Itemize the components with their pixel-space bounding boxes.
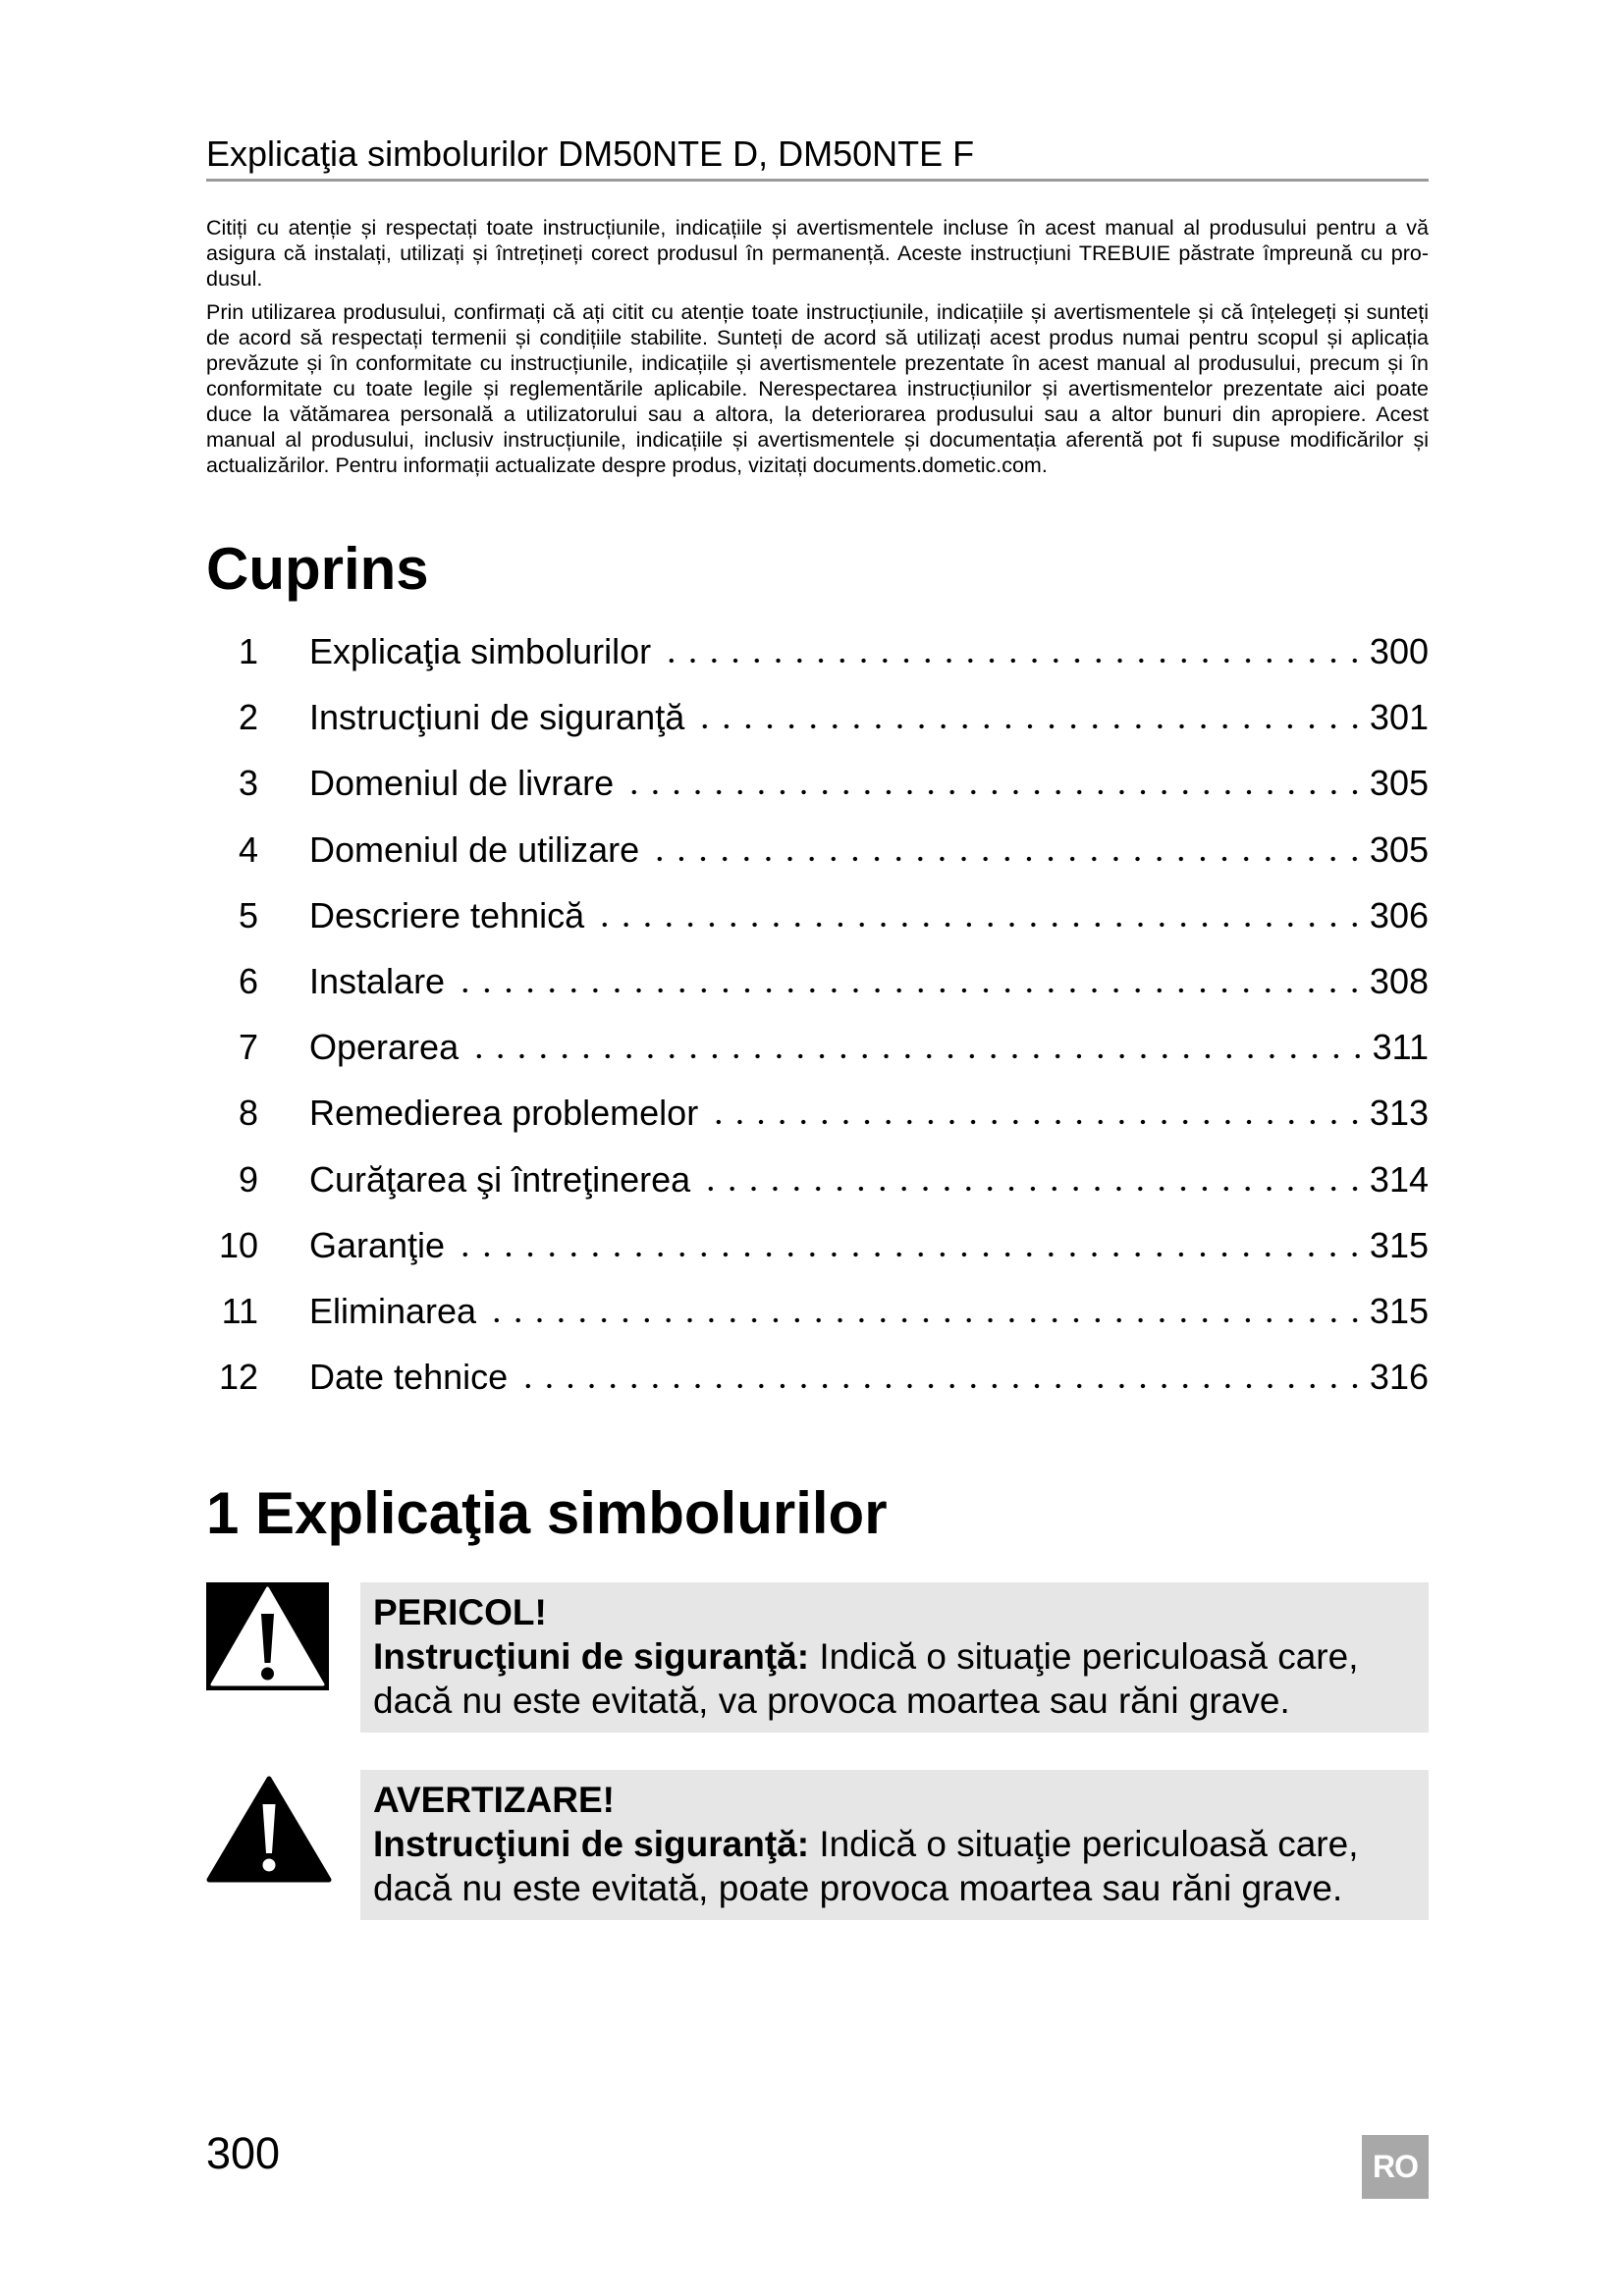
toc-page-number: 305 (1369, 763, 1429, 804)
warning-icon (206, 1775, 332, 1883)
toc-row (206, 882, 1429, 948)
intro-paragraph-1 (206, 215, 1429, 292)
toc-page-number: 311 (1372, 1027, 1429, 1068)
toc-page-number: 306 (1369, 894, 1429, 935)
toc-page-number: 300 (1369, 631, 1429, 671)
notice-text-line (373, 1822, 1416, 1866)
toc-dot-leader (468, 1053, 1369, 1059)
toc-page-number: 308 (1369, 960, 1429, 1001)
notice-signal-word: AVERTIZARE! (373, 1780, 615, 1820)
notice-signal-word: PERICOL! (373, 1592, 547, 1632)
intro-line: Citiți cu atenție și respectați toate instrucțiunile, indicațiile și avertismentele incluse în acest manual al produsului pentru a vă (206, 216, 1429, 240)
toc-row (206, 817, 1429, 882)
toc-dot-leader (700, 1186, 1366, 1192)
toc-row (206, 684, 1429, 750)
header-rule (206, 179, 1429, 182)
page-number: 300 (206, 2128, 281, 2178)
toc-label: Eliminarea (309, 1290, 477, 1331)
toc-number: 12 (218, 1357, 258, 1398)
intro-line: asigura că instalați, utilizați și întrețineți corect produsul în permanență. Aceste instrucțiuni TREBUIE păstrate împreună cu pro- (206, 241, 1429, 265)
toc-number: 8 (238, 1093, 258, 1134)
section-heading: 1 Explicaţia simbolurilor (206, 1480, 888, 1546)
language-badge: RO (1362, 2135, 1429, 2199)
toc-row (206, 1147, 1429, 1212)
toc-label: Instalare (309, 960, 446, 1001)
toc-number: 1 (238, 631, 258, 671)
intro-line: de acord să respectați termenii și condițiile stabilite. Sunteți de acord să utilizați acest produs numai pentru scopul și aplicația (206, 326, 1429, 349)
toc-dot-leader (694, 723, 1366, 729)
toc-dot-leader (517, 1383, 1366, 1389)
toc-page-number: 301 (1369, 697, 1429, 738)
toc-list (206, 618, 1429, 1410)
toc-number: 6 (238, 960, 258, 1001)
toc-label: Explicaţia simbolurilor (309, 631, 652, 671)
toc-dot-leader (455, 988, 1366, 993)
intro-line: manual al produsului, inclusiv instrucțiunile, indicațiile și avertismentele și documentația aferentă pot fi supuse modificărilor și (206, 428, 1429, 452)
toc-page-number: 316 (1369, 1357, 1429, 1398)
toc-label: Remedierea problemelor (309, 1093, 699, 1134)
intro-line: Prin utilizarea produsului, confirmați că ați citit cu atenție toate instrucțiunile, indicațiile și avertismentele și că înțelegeți și sunteți (206, 300, 1429, 324)
toc-row (206, 618, 1429, 684)
notice-text: Indică o situaţie periculoasă care, (819, 1824, 1359, 1864)
toc-number: 7 (238, 1027, 258, 1068)
toc-number: 3 (238, 763, 258, 804)
toc-label: Domeniul de livrare (309, 763, 615, 804)
toc-number: 9 (238, 1158, 258, 1200)
intro-line: duce la vătămarea personală a utilizatorului sau a altora, la deteriorarea produsului sau a altor bunuri din apropiere. Acest (206, 402, 1429, 426)
notice-warning (360, 1770, 1429, 1920)
toc-number: 2 (238, 697, 258, 738)
toc-dot-leader (594, 922, 1366, 928)
toc-dot-leader (623, 789, 1366, 795)
toc-dot-leader (649, 856, 1366, 862)
toc-number: 4 (238, 828, 258, 870)
toc-label: Instrucţiuni de siguranţă (309, 697, 685, 738)
toc-row (206, 1014, 1429, 1080)
toc-page-number: 314 (1369, 1158, 1429, 1200)
toc-label: Curăţarea şi întreţinerea (309, 1158, 691, 1200)
intro-line: conformitate cu toate legile și reglementările aplicabile. Nerespectarea instrucțiunilor și avertismentelor prezentate aici poate (206, 377, 1429, 400)
toc-label: Descriere tehnică (309, 894, 585, 935)
toc-dot-leader (486, 1317, 1366, 1323)
toc-label: Date tehnice (309, 1357, 509, 1398)
notice-label: Instrucţiuni de siguranţă: (373, 1824, 810, 1864)
toc-row (206, 1278, 1429, 1344)
danger-icon (206, 1582, 329, 1690)
toc-label: Domeniul de utilizare (309, 828, 640, 870)
toc-number: 11 (221, 1290, 258, 1331)
notice-label: Instrucţiuni de siguranţă: (373, 1636, 810, 1677)
intro-paragraph-2 (206, 299, 1429, 478)
notice-text: dacă nu este evitată, poate provoca moartea sau răni grave. (373, 1868, 1343, 1908)
intro-line: actualizărilor. Pentru informații actualizate despre produs, vizitați documents.dometic.com. (206, 454, 1048, 477)
toc-page-number: 315 (1369, 1290, 1429, 1331)
toc-row (206, 948, 1429, 1014)
toc-label: Operarea (309, 1027, 460, 1068)
toc-dot-leader (455, 1252, 1366, 1257)
header-title: Explicaţia simbolurilor DM50NTE D, DM50NTE F (206, 133, 975, 174)
toc-dot-leader (661, 658, 1366, 664)
toc-page-number: 315 (1369, 1224, 1429, 1265)
toc-row (206, 1080, 1429, 1146)
toc-page-number: 305 (1369, 828, 1429, 870)
toc-dot-leader (708, 1119, 1366, 1125)
notice-text-line (373, 1634, 1416, 1679)
toc-number: 10 (218, 1224, 258, 1265)
toc-row (206, 1344, 1429, 1410)
intro-line: dusul. (206, 267, 263, 291)
intro-line: prevăzute și în conformitate cu instrucțiunile, indicațiile și avertismentele prezentate în acest manual al produsului, precum și în (206, 351, 1429, 375)
notice-danger (360, 1582, 1429, 1733)
notice-text: dacă nu este evitată, va provoca moartea sau răni grave. (373, 1681, 1290, 1721)
toc-page-number: 313 (1369, 1093, 1429, 1134)
toc-row (206, 1212, 1429, 1278)
toc-number: 5 (238, 894, 258, 935)
toc-title: Cuprins (206, 536, 429, 602)
notice-text: Indică o situaţie periculoasă care, (819, 1636, 1359, 1677)
intro-text (206, 215, 1429, 478)
toc-row (206, 750, 1429, 816)
toc-label: Garanţie (309, 1224, 446, 1265)
